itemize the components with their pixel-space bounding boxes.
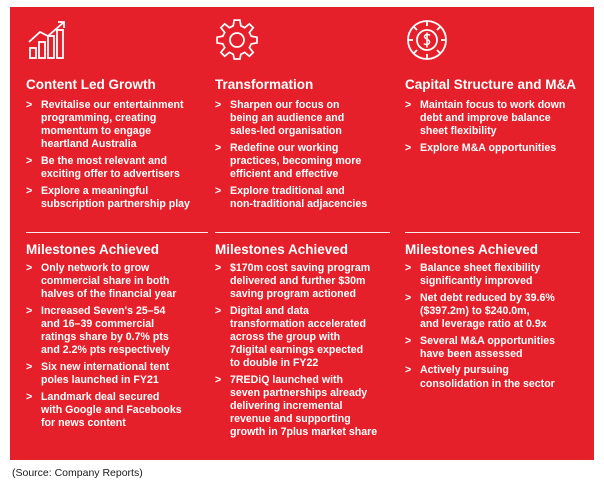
list-item-line: significantly improved <box>420 275 533 288</box>
list-item <box>26 305 211 357</box>
list-item <box>405 262 585 288</box>
list-item <box>26 155 211 181</box>
list-item-line: sheet flexibility <box>420 125 497 138</box>
chevron-bullet-icon: > <box>405 99 412 111</box>
list-item <box>405 142 585 155</box>
list-item-line: debt and improve balance <box>420 112 551 125</box>
list-item-line: commercial share in both <box>41 275 170 288</box>
list-item-line: Revitalise our entertainment <box>41 99 184 111</box>
list-item-line: consolidation in the sector <box>420 377 555 390</box>
chevron-bullet-icon: > <box>26 390 33 403</box>
list-item-line: Redefine our working <box>230 141 339 154</box>
list-item-line: Explore traditional and <box>230 184 345 197</box>
heading-content-led-growth: Content Led Growth <box>26 77 156 92</box>
chevron-bullet-icon: > <box>405 141 412 154</box>
milestones-list-transformation <box>215 262 400 443</box>
chevron-bullet-icon: > <box>215 99 222 111</box>
chevron-bullet-icon: > <box>215 262 222 274</box>
list-item <box>215 262 400 301</box>
list-item-line: seven partnerships already <box>230 387 368 400</box>
gear-icon <box>215 18 259 62</box>
chevron-bullet-icon: > <box>405 334 412 347</box>
list-item <box>215 374 400 439</box>
list-item-line: poles launched in FY21 <box>41 373 159 386</box>
list-item-line: exciting offer to advertisers <box>41 168 180 181</box>
list-item-line: with Google and Facebooks <box>41 403 182 416</box>
list-transformation <box>215 99 395 215</box>
list-item <box>405 99 585 138</box>
chevron-bullet-icon: > <box>26 262 33 274</box>
list-item-line: being an audience and <box>230 112 345 125</box>
list-item-line: 7digital earnings expected <box>230 344 364 357</box>
list-item-line: Increased Seven's 25–54 <box>41 304 166 317</box>
list-item-line: Be the most relevant and <box>41 154 167 167</box>
list-item <box>215 99 395 138</box>
strategy-panel <box>10 7 594 460</box>
list-item-line: momentum to engage <box>41 125 152 138</box>
list-item <box>26 262 211 301</box>
chevron-bullet-icon: > <box>215 184 222 197</box>
chevron-bullet-icon: > <box>26 304 33 317</box>
list-item <box>26 391 211 430</box>
list-item-line: transformation accelerated <box>230 317 367 330</box>
list-item-line: sales-led organisation <box>230 125 342 138</box>
list-item-line: saving program actioned <box>230 288 356 301</box>
list-item <box>215 305 400 370</box>
list-item-line: Six new international tent <box>41 360 170 373</box>
list-item-line: Actively pursuing <box>420 364 509 377</box>
list-capital-structure <box>405 99 585 159</box>
list-item-line: and 2.2% pts respectively <box>41 344 170 357</box>
list-item-line: efficient and effective <box>230 168 339 181</box>
milestones-list-capital-structure <box>405 262 585 394</box>
list-item-line: $170m cost saving program <box>230 262 371 274</box>
list-item-line: revenue and supporting <box>230 413 351 426</box>
chevron-bullet-icon: > <box>26 184 33 197</box>
milestones-heading: Milestones Achieved <box>26 242 160 257</box>
list-item-line: halves of the financial year <box>41 288 177 301</box>
list-item-line: Net debt reduced by 39.6% <box>420 291 555 304</box>
list-item-line: across the group with <box>230 331 341 344</box>
growth-chart-icon <box>26 18 70 62</box>
list-item-line: have been assessed <box>420 347 523 360</box>
list-item-line: and leverage ratio at 0.9x <box>420 317 547 330</box>
list-item-line: Balance sheet flexibility <box>420 262 541 274</box>
list-item <box>26 99 211 151</box>
divider <box>26 232 208 233</box>
list-item <box>405 335 585 361</box>
list-item-line: Landmark deal secured <box>41 390 160 403</box>
chevron-bullet-icon: > <box>215 141 222 154</box>
list-item-line: and 16–39 commercial <box>41 317 155 330</box>
list-item-line: for news content <box>41 416 126 429</box>
list-item <box>215 142 395 181</box>
chevron-bullet-icon: > <box>405 291 412 304</box>
chevron-bullet-icon: > <box>26 360 33 373</box>
list-item-line: Digital and data <box>230 304 309 317</box>
list-item-line: practices, becoming more <box>230 154 362 167</box>
list-item <box>26 361 211 387</box>
list-content-led-growth <box>26 99 211 215</box>
list-item-line: ratings share by 0.7% pts <box>41 331 169 344</box>
list-item-line: non-traditional adjacencies <box>230 197 368 210</box>
list-item <box>26 185 211 211</box>
list-item-line: Maintain focus to work down <box>420 99 566 111</box>
list-item-line: Explore a meaningful <box>41 184 149 197</box>
milestones-heading: Milestones Achieved <box>405 242 539 257</box>
list-item <box>405 292 585 331</box>
list-item-line: delivered and further $30m <box>230 275 366 288</box>
list-item <box>405 364 585 390</box>
list-item-line: subscription partnership play <box>41 197 190 210</box>
list-item-line: Sharpen our focus on <box>230 99 340 111</box>
list-item-line: to double in FY22 <box>230 357 319 370</box>
list-item-line: Explore M&A opportunities <box>420 141 557 154</box>
heading-transformation: Transformation <box>215 77 314 92</box>
list-item-line: growth in 7plus market share <box>230 426 378 439</box>
list-item-line: Only network to grow <box>41 262 150 274</box>
list-item-line: delivering incremental <box>230 400 343 413</box>
list-item-line: programming, creating <box>41 112 157 125</box>
chevron-bullet-icon: > <box>26 154 33 167</box>
dollar-target-icon <box>405 18 449 62</box>
chevron-bullet-icon: > <box>26 99 33 111</box>
chevron-bullet-icon: > <box>405 262 412 274</box>
list-item-line: 7REDiQ launched with <box>230 373 344 386</box>
list-item-line: ($397.2m) to $240.0m, <box>420 304 530 317</box>
milestones-list-content-led-growth <box>26 262 211 434</box>
milestones-heading: Milestones Achieved <box>215 242 349 257</box>
list-item-line: Several M&A opportunities <box>420 334 555 347</box>
divider <box>405 232 580 233</box>
heading-capital-structure: Capital Structure and M&A <box>405 77 577 92</box>
source-note: (Source: Company Reports) <box>12 467 143 479</box>
list-item-line: heartland Australia <box>41 138 137 151</box>
chevron-bullet-icon: > <box>215 373 222 386</box>
chevron-bullet-icon: > <box>215 304 222 317</box>
chevron-bullet-icon: > <box>405 364 412 377</box>
list-item <box>215 185 395 211</box>
divider <box>215 232 390 233</box>
